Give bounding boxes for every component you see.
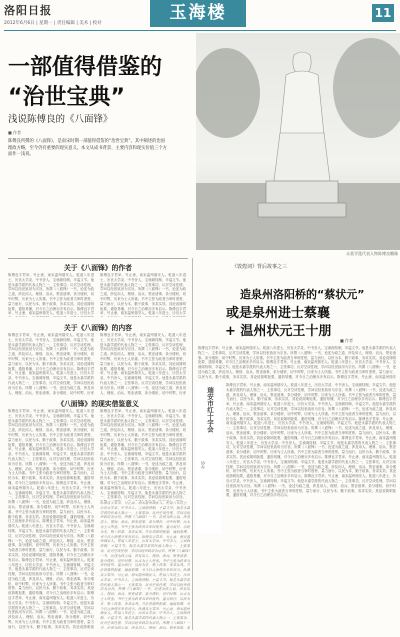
section-3-text-col1: 陈傅良字君举，号止斋，南宋温州瑞安人。乾道八年进士，历官太学录、中书舍人、宝谟阁待制，卒谥文节。他是永嘉学派的代表人物之一，主张事功，反对空谈性理，学问以经世致用为宗旨。所撰《八面锋》一书，论述为政之道，涉及用人、理财、治兵、察吏诸事，条分缕析，切中时弊，历来为士人所重。书中主张为政者当审时度势，量力而行，以民为本，勤于政事，务求实效。其论说简明扼要，通俗易懂，对今日之治理亦多有启示。陈傅良字君举，号止斋，南宋温州瑞安人。乾道八年进士，历官太学录、中书舍人、宝谟阁待制，卒谥文节。他是永嘉学派的代表人物之一，主张事功，反对空谈性理，学问以经世致用为宗旨。所撰《八面锋》一书，论述为政之道，涉及用人、理财、治兵、察吏诸事，条分缕析，切中时弊，历来为士人所重。书中主张为政者当审时度势，量力而行，以民为本，勤于政事，务求实效。其论说简明扼要，通俗易懂，对今日之治理亦多有启示。陈傅良字君举，号止斋，南宋温州瑞安人。乾道八年进士，历官太学录、中书舍人、宝谟阁待制，卒谥文节。他是永嘉学派的代表人物之一，主张事功，反对空谈性理，学问以经世致用为宗旨。所撰《八面锋》一书，论述为政之道，涉及用人、理财、治兵、察吏诸事，条分缕析，切中时弊，历来为士人所重。书中主张为政者当审时度势，量力而行，以民为本，勤于政事，务求实效。其论说简明扼要，通俗易懂，对今日之治理亦多有启示。陈傅良字君举，号止斋，南宋温州瑞安人。乾道八年进士，历官太学录、中书舍人、宝谟阁待制，卒谥文节。他是永嘉学派的代表人物之一，主张事功，反对空谈性理，学问以经世致用为宗旨。所撰《八面锋》一书，论述为政之道，涉及用人、理财、治兵、察吏诸事，条分缕析，切中时弊，历来为士人所重。书中主张为政者当审时度势，量力而行，以民为本，勤于政事，务求实效。其论说简明扼要，通俗易懂，对今日之治理亦多有启示。陈傅良字君举，号止斋，南宋温州瑞安人。乾道八年进士，历官太学录、中书舍人、宝谟阁待制，卒谥文节。他是永嘉学派的代表人物之一，主张事功，反对空谈性理，学问以经世致用为宗旨。所撰《八面锋》一书，论述为政之道，涉及用人、理财、治兵、察吏诸事，条分缕析，切中时弊，历来为士人所重。书中主张为政者当审时度势，量力而行，以民为本，勤于政事，务求实效。其论说简明扼要，通俗易懂，对今日之治理亦多有启示。陈傅良字君举，号止斋，南宋温州瑞安人。乾道八年进士，历官太学录、中书舍人、宝谟阁待制，卒谥文节。他是永嘉学派的代表人物之一，主张事功，反对空谈性理，学问以经世致用为宗旨。所撰《八面锋》一书，论述为政之道，涉及用人、理财、治兵、察吏诸事，条分缕析，切中时弊，历来为士人所重。书中主张为政者当审时度势，量力而行，以民为本，勤于政事，务求实效。其论说简明扼 (8, 409, 94, 629)
issue-meta: 2012年6月6日 | 星期一 | 责任编辑 | 美术 | 校对 (4, 21, 102, 26)
lead-paragraph: 陈傅良所撰的《八面锋》，是南宋时期一部值得借鉴的“治世宝典”。其中阐述的治国理政方略，至今仍有重要的现实意义。本文从成书背景、主要内容和现实价值三个方面作一浅说。 (8, 139, 167, 157)
sidebar-intro-text: 陈傅良字君举，号止斋，南宋温州瑞安人。乾道八年进士，历官太学录、中书舍人、宝谟阁待制，卒谥文节。他是永嘉学派的代表人物之一，主张事功，反对空谈性理，学问以经世致用为宗旨。所撰《八面锋》一书，论述为政之道，涉及用人、理财、治兵、察吏诸事，条分缕析，切中时弊，历来为士人所重。书中主张为政者当审时度势，量力而行，以民为本，勤于政事，务求实效。其论说简明扼要，通俗易懂，对今日之治理亦多有启示。陈傅良字君举，号止斋，南宋温州瑞安人。乾道八年进士，历官太学录、中书舍人、宝谟阁待制，卒谥文节。他是永嘉学派的代表人物之一，主张事功，反对空谈性理，学问以经世致用为宗旨。所撰《八面锋》一书，论述为政之道，涉及用人、理财、治兵、察吏诸事，条分缕析，切中时弊，历来为士人所重。书中主张为政者当审时度势，量力而行，以民为本，勤于政事，务求实效。其论说简明扼要，通俗易懂，对今日之治理亦多有启示。陈傅良字君举，号止斋，南宋温州瑞安 (198, 346, 396, 379)
section-title: 玉海楼 (150, 0, 246, 27)
section-3-title: 《八面锋》的现实借鉴意义 (57, 400, 139, 408)
section-2-text-col2: 陈傅良字君举，号止斋，南宋温州瑞安人。乾道八年进士，历官太学录、中书舍人、宝谟阁待制，卒谥文节。他是永嘉学派的代表人物之一，主张事功，反对空谈性理，学问以经世致用为宗旨。所撰《八面锋》一书，论述为政之道，涉及用人、理财、治兵、察吏诸事，条分缕析，切中时弊，历来为士人所重。书中主张为政者当审时度势，量力而行，以民为本，勤于政事，务求实效。其论说简明扼要，通俗易懂，对今日之治理亦多有启示。陈傅良字君举，号止斋，南宋温州瑞安人。乾道八年进士，历官太学录、中书舍人、宝谟阁待制，卒谥文节。他是永嘉学派的代表人物之一，主张事功，反对空谈性理，学问以经世致用为宗旨。所撰《八面锋》一书，论述为政之道，涉及用人、理财、治兵、察吏诸事，条分缕析，切中时弊，历来 (100, 333, 186, 395)
section-2-text-col1: 陈傅良字君举，号止斋，南宋温州瑞安人。乾道八年进士，历官太学录、中书舍人、宝谟阁待制，卒谥文节。他是永嘉学派的代表人物之一，主张事功，反对空谈性理，学问以经世致用为宗旨。所撰《八面锋》一书，论述为政之道，涉及用人、理财、治兵、察吏诸事，条分缕析，切中时弊，历来为士人所重。书中主张为政者当审时度势，量力而行，以民为本，勤于政事，务求实效。其论说简明扼要，通俗易懂，对今日之治理亦多有启示。陈傅良字君举，号止斋，南宋温州瑞安人。乾道八年进士，历官太学录、中书舍人、宝谟阁待制，卒谥文节。他是永嘉学派的代表人物之一，主张事功，反对空谈性理，学问以经世致用为宗旨。所撰《八面锋》一书，论述为政之道，涉及用人、理财、治兵、察吏诸事，条分缕析，切中时弊，历来 (8, 333, 94, 395)
photo-caption: 永嘉学派代表人物陈傅良雕像 (346, 251, 398, 256)
section-1-title: 关于《八面锋》的作者 (64, 264, 132, 272)
statue-illustration (196, 33, 400, 250)
sidebar-headline-3: + 温州状元王十朋 (225, 324, 332, 339)
statue-photo (196, 33, 400, 250)
headline-kicker: 一部值得借鉴的 (8, 55, 163, 80)
section-1-text-col2: 陈傅良字君举，号止斋，南宋温州瑞安人。乾道八年进士，历官太学录、中书舍人、宝谟阁待制，卒谥文节。他是永嘉学派的代表人物之一，主张事功，反对空谈性理，学问以经世致用为宗旨。所撰《八面锋》一书，论述为政之道，涉及用人、理财、治兵、察吏诸事，条分缕析，切中时弊，历来为士人所重。书中主张为政者当审时度势，量力而行，以民为本，勤于政事，务求实效。其论说简明扼要，通俗易懂，对今日之治理亦多有启示。陈傅良字君举，号止斋，南宋温州瑞安人。乾道八年进士，历官太学 (100, 273, 186, 316)
sidebar-kicker: 《敦煌词》背后故事之三 (232, 264, 288, 270)
sidebar-headline-2: 或是泉州进士蔡襄 (226, 306, 331, 321)
vertical-banner-title: 瑞安市红十字会 (206, 387, 214, 433)
section-1-text-col1: 陈傅良字君举，号止斋，南宋温州瑞安人。乾道八年进士，历官太学录、中书舍人、宝谟阁待制，卒谥文节。他是永嘉学派的代表人物之一，主张事功，反对空谈性理，学问以经世致用为宗旨。所撰《八面锋》一书，论述为政之道，涉及用人、理财、治兵、察吏诸事，条分缕析，切中时弊，历来为士人所重。书中主张为政者当审时度势，量力而行，以民为本，勤于政事，务求实效。其论说简明扼要，通俗易懂，对今日之治理亦多有启示。陈傅良字君举，号止斋，南宋温州瑞安人。乾道八年进士，历官太学 (8, 273, 94, 316)
byline: ■ 作者 (8, 130, 22, 135)
sidebar-byline: ■ 作者 (340, 338, 354, 343)
sidebar-headline-1: 造泉州洛阳桥的“蔡状元” (240, 288, 365, 301)
column-divider (192, 258, 193, 630)
section-3-text-col2: 陈傅良字君举，号止斋，南宋温州瑞安人。乾道八年进士，历官太学录、中书舍人、宝谟阁待制，卒谥文节。他是永嘉学派的代表人物之一，主张事功，反对空谈性理，学问以经世致用为宗旨。所撰《八面锋》一书，论述为政之道，涉及用人、理财、治兵、察吏诸事，条分缕析，切中时弊，历来为士人所重。书中主张为政者当审时度势，量力而行，以民为本，勤于政事，务求实效。其论说简明扼要，通俗易懂，对今日之治理亦多有启示。陈傅良字君举，号止斋，南宋温州瑞安人。乾道八年进士，历官太学录、中书舍人、宝谟阁待制，卒谥文节。他是永嘉学派的代表人物之一，主张事功，反对空谈性理，学问以经世致用为宗旨。所撰《八面锋》一书，论述为政之道，涉及用人、理财、治兵、察吏诸事，条分缕析，切中时弊，历来为士人所重。书中主张为政者当审时度势，量力而行，以民为本，勤于政事，务求实效。其论说简明扼要，通俗易懂，对今日之治理亦多有启示。陈傅良字君举，号止斋，南宋温州瑞安人。乾道八年进士，历官太学录、中书舍人、宝谟阁待制，卒谥文节。他是永嘉学派的代表人物之一，主张事功，反对空谈性理，学问以经世致用为宗旨。 (100, 409, 186, 500)
vertical-banner (196, 383, 222, 533)
section-2-title: 关于《八面锋》的内容 (64, 324, 132, 332)
sidebar-body-text: 陈傅良字君举，号止斋，南宋温州瑞安人。乾道八年进士，历官太学录、中书舍人、宝谟阁待制，卒谥文节。他是永嘉学派的代表人物之一，主张事功，反对空谈性理，学问以经世致用为宗旨。所撰《八面锋》一书，论述为政之道，涉及用人、理财、治兵、察吏诸事，条分缕析，切中时弊，历来为士人所重。书中主张为政者当审时度势，量力而行，以民为本，勤于政事，务求实效。其论说简明扼要，通俗易懂，对今日之治理亦多有启示。陈傅良字君举，号止斋，南宋温州瑞安人。乾道八年进士，历官太学录、中书舍人、宝谟阁待制，卒谥文节。他是永嘉学派的代表人物之一，主张事功，反对空谈性理，学问以经世致用为宗旨。所撰《八面锋》一书，论述为政之道，涉及用人、理财、治兵、察吏诸事，条分缕析，切中时弊，历来为士人所重。书中主张为政者当审时度势，量力而行，以民为本，勤于政事，务求实效。其论说简明扼要，通俗易懂，对今日之治理亦多有启示。陈傅良字君举，号止斋，南宋温州瑞安人。乾道八年进士，历官太学录、中书舍人、宝谟阁待制，卒谥文节。他是永嘉学派的代表人物之一，主张事功，反对空谈性理，学问以经世致用为宗旨。所撰《八面锋》一书，论述为政之道，涉及用人、理财、治兵、察吏诸事，条分缕析，切中时弊，历来为士人所重。书中主张为政者当审时度势，量力而行，以民为本，勤于政事，务求实效。其论说简明扼要，通俗易懂，对今日之治理亦多有启示。陈傅良字君举，号止斋，南宋温州瑞安人。乾道八年进士，历官太学录、中书舍人、宝谟阁待制，卒谥文节。他是永嘉学派的代表人物之一，主张事功，反对空谈性理，学问以经世致用为宗旨。所撰《八面锋》一书，论述为政之道，涉及用人、理财、治兵、察吏诸事，条分缕析，切中时弊，历来为士人所重。书中主张为政者当审时度势，量力而行，以民为本，勤于政事，务求实效。其论说简明扼要，通俗易懂，对今日之治理亦多有启示。陈傅良字君举，号止斋，南宋温州瑞安人。乾道八年进士，历官太学录、中书舍人、宝谟阁待制，卒谥文节。他是永嘉学派的代表人物之一，主张事功，反对空谈性理，学问以经世致用为宗旨。所撰《八面锋》一书，论述为政之道，涉及用人、理财、治兵、察吏诸事，条分缕析，切中时弊，历来为士人所重。书中主张为政者当审时度势，量力而行，以民为本，勤于政事，务求实效。其论说简明扼要，通俗易懂，对今日之治理亦多有启示。陈傅良字君举，号止斋，南宋温州瑞安人。乾道八年进士，历官太学录、中书舍人、宝谟阁待制，卒谥文节。他是永嘉学派的代表人物之一，主张事功，反对空谈性理，学问以经世致用为宗旨。所撰《八面锋》一书，论述为政之道，涉及用人、理财、治兵、察吏诸事，条分缕析，切中时弊，历来为士人所重。书中主张为政者当审时度势，量力而行，以民为本，勤于政事，务求实效。其论说简明扼要，通俗易懂，对今日之治理亦多有启示。 (226, 383, 396, 498)
headline: “治世宝典” (8, 85, 125, 110)
page-number: 11 (372, 4, 394, 22)
subheadline: 浅说陈傅良的《八面锋》 (8, 114, 113, 125)
divider (8, 258, 188, 259)
vertical-banner-note: 协办 (201, 461, 206, 469)
masthead-rule (4, 30, 396, 31)
section-3-quote: 陈傅良字君举，号止斋，南宋温州瑞安人。乾道八年进士，历官太学录、中书舍人、宝谟阁待制，卒谥文节。他是永嘉学派的代表人物之一，主张事功，反对空谈性理，学问以经世致用为宗旨。所撰《八面锋》一书，论述为政之道，涉及用人、理财、治兵、察吏诸事，条分缕析，切中时弊，历来为士人所重。书中主张为政者当审时度势，量力而行，以民为本，勤于政事，务求实效。其论说简明扼要，通俗易懂，对今日之治理亦多有启示。陈傅良字君举，号止斋，南宋温州瑞安人。乾道八年进士，历官太学录、中书舍人、宝谟阁待制，卒谥文节。他是永嘉学派的代表人物之一，主张事功，反对空谈性理，学问以经世致用为宗旨。所撰《八面锋》一书，论述为政之道，涉及用人、理财、治兵、察吏诸事，条分缕析，切中时弊，历来为士人所重。书中主张为政者当审时度势，量力而行，以民为本，勤于政事，务求实效。其论说简明扼要，通俗易懂，对今日之治理亦多有启示。陈傅良字君举，号止斋，南宋温州瑞安人。乾道八年进士，历官太学录、中书舍人、宝谟阁待制，卒谥文节。他是永嘉学派的代表人物之一，主张事功，反对空谈性理，学问以经世致用为宗旨。所撰《八面锋》一书，论述为政之道，涉及用人、理财、治兵、察吏诸事，条分缕析，切中时弊，历来为士人所重。书中主张为政者当审时度势，量力而行，以民为本，勤于政事，务求实效。其论说简明扼要，通俗易懂，对今日之治理亦多有启示。陈傅良字君举，号止斋，南宋温州瑞安人。乾道八年进士，历官太学录、中书舍人、宝谟阁待制，卒谥文节。他是永嘉学派的代表人物之一，主张事功，反对空谈性理，学问以经世致用为宗旨。所撰《八面锋》一书，论述为政之道，涉及用人、理财、治兵、察吏诸事，条 (100, 501, 190, 629)
newspaper-logo: 洛阳日报 (4, 4, 52, 17)
